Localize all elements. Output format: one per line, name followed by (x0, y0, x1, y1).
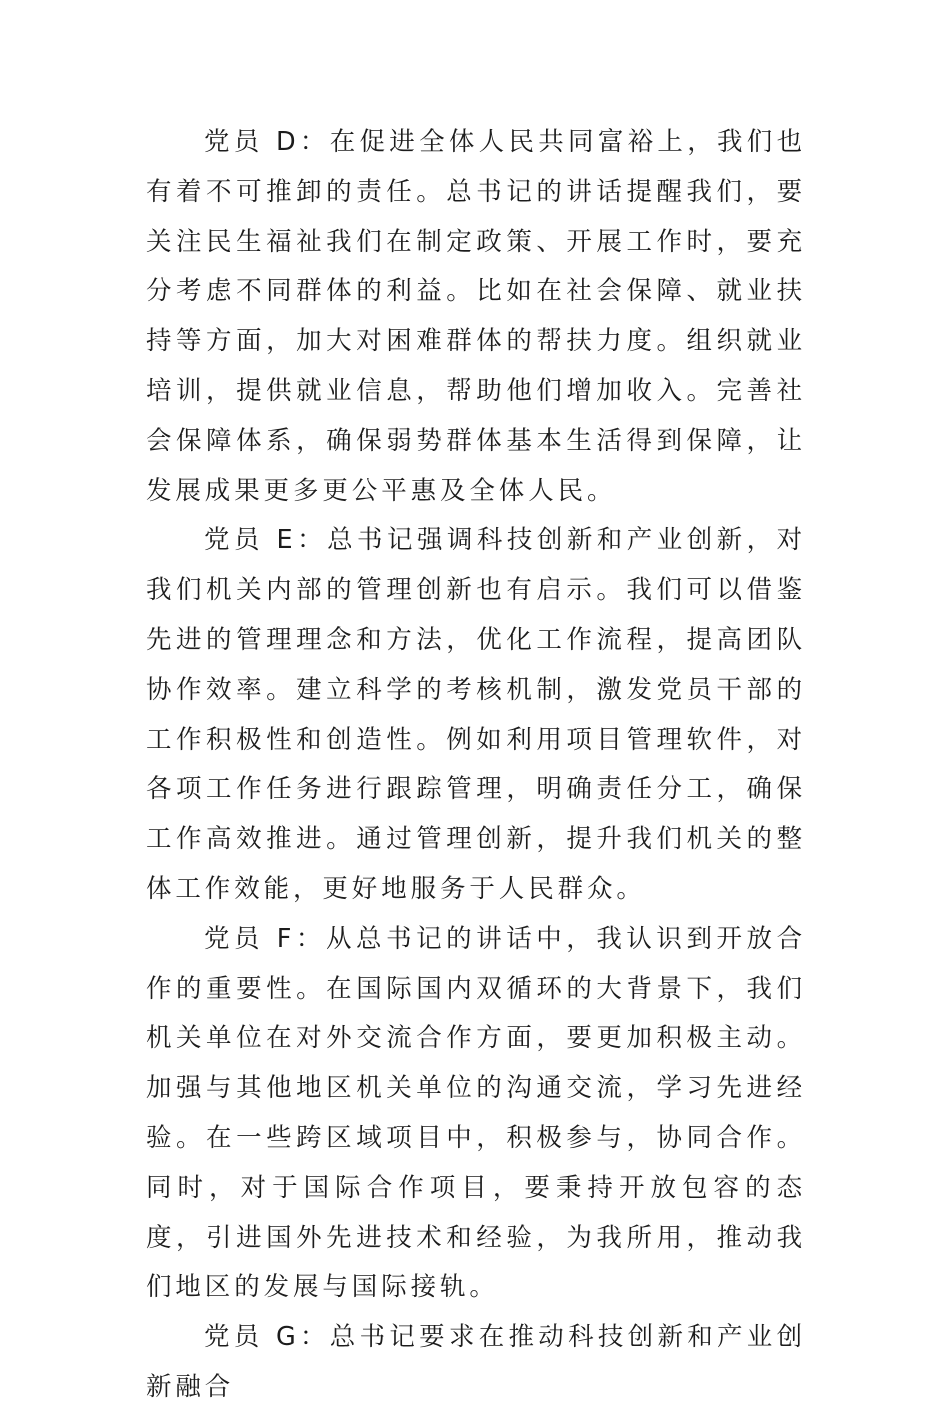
paragraph-party-member-f (146, 915, 806, 1313)
speaker-label: 党员 E： (204, 525, 328, 556)
speaker-label: 党员 D： (204, 127, 330, 157)
paragraph-text: 总书记强调科技创新和产业创新，对我们机关内部的管理创新也有启示。我们可以借鉴先进的管理理念和方法，优化工作流程，提高团队协作效率。建立科学的考核机制，激发党员干部的工作积极性和创造性。例如利用项目管理软件，对各项工作任务进行跟踪管理，明确责任分工，确保工作高效推进。通过管理创新，提升我们机关的整体工作效能，更好地服务于人民群众。 (146, 525, 806, 904)
document-body (146, 118, 806, 1413)
speaker-label: 党员 G： (204, 1322, 330, 1353)
paragraph-party-member-e (146, 516, 806, 914)
paragraph-text: 总书记要求在推动科技创新和产业创新融合 (146, 1322, 806, 1402)
speaker-label: 党员 F： (204, 923, 326, 954)
paragraph-text: 在促进全体人民共同富裕上，我们也有着不可推卸的责任。总书记的讲话提醒我们，要关注民生福祉我们在制定政策、开展工作时，要充分考虑不同群体的利益。比如在社会保障、就业扶持等方面，加大对困难群体的帮扶力度。组织就业培训，提供就业信息，帮助他们增加收入。完善社会保障体系，确保弱势群体基本生活得到保障，让发展成果更多更公平惠及全体人民。 (146, 127, 806, 506)
paragraph-text: 从总书记的讲话中，我认识到开放合作的重要性。在国际国内双循环的大背景下，我们机关单位在对外交流合作方面，要更加积极主动。加强与其他地区机关单位的沟通交流，学习先进经验。在一些跨区域项目中，积极参与，协同合作。同时，对于国际合作项目，要秉持开放包容的态度，引进国外先进技术和经验，为我所用，推动我们地区的发展与国际接轨。 (146, 923, 806, 1303)
paragraph-party-member-g (146, 1313, 806, 1413)
paragraph-party-member-d (146, 118, 806, 516)
